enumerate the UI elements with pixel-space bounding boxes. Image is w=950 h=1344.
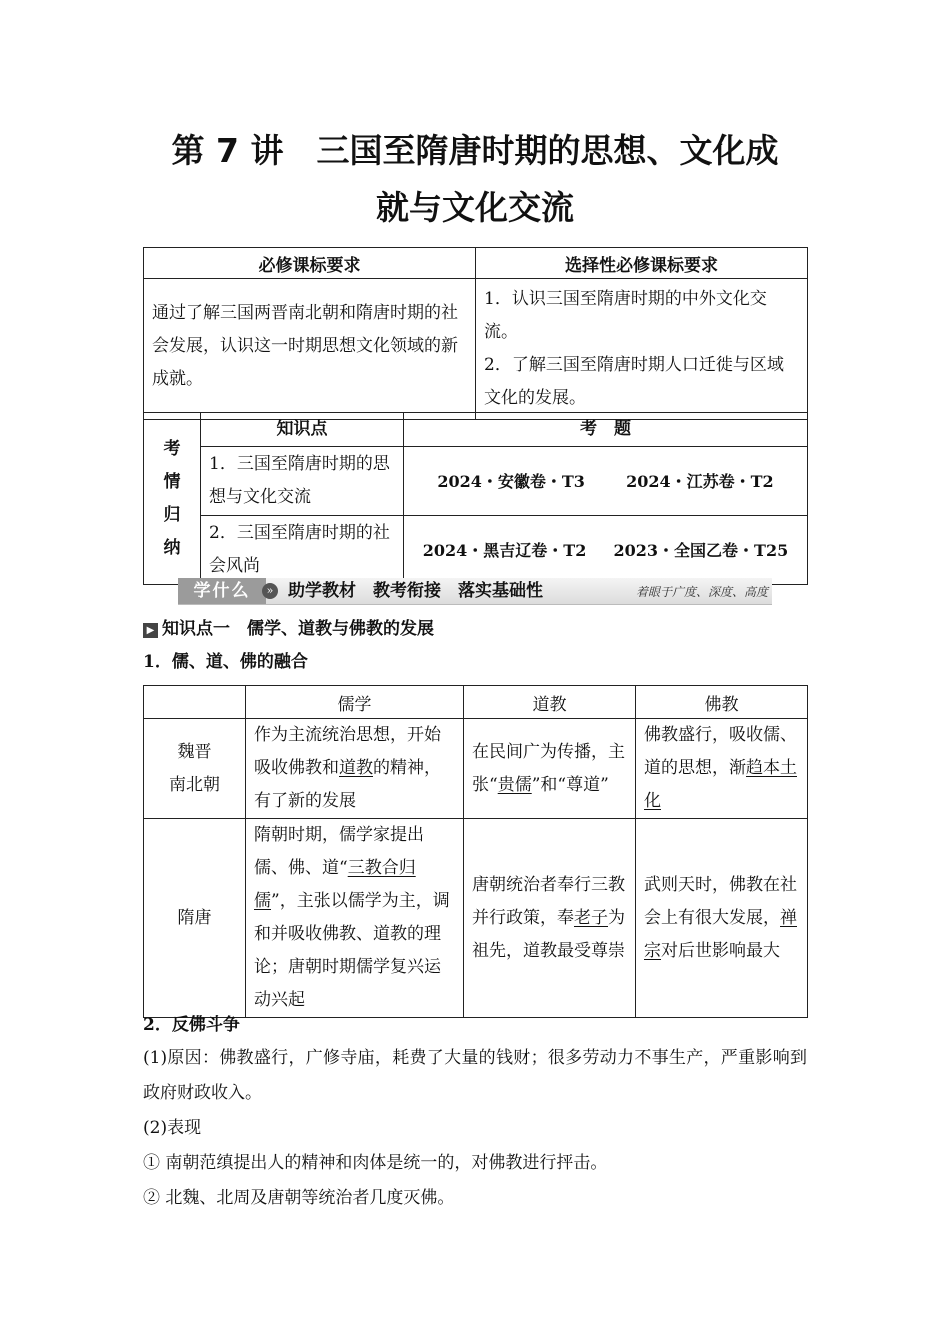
cell-text: ”，主张以儒学为主，调和并吸收佛教、道教的理论；唐朝时期儒学复兴运动兴起 xyxy=(254,891,450,1010)
exam-ref: 2024・黑吉辽卷・T2 xyxy=(422,540,587,560)
elective-item-2: 2．了解三国至隋唐时期人口迁徙与区域文化的发展。 xyxy=(484,355,784,408)
knowledge-point-header: 知识点 xyxy=(201,413,404,447)
underlined-term: 三教合归儒 xyxy=(254,858,416,911)
weijin-confucianism xyxy=(246,719,464,819)
row-label-line: 南北朝 xyxy=(169,774,220,795)
elective-text xyxy=(476,279,808,420)
manifest-item-2: ② 北魏、北周及唐朝等统治者几度灭佛。 xyxy=(143,1188,455,1208)
section-banner xyxy=(178,578,772,605)
side-char: 考 xyxy=(163,438,181,459)
manifest-label: (2)表现 xyxy=(143,1118,202,1138)
fusion-header-buddhism: 佛教 xyxy=(636,686,808,719)
row-label-weijin xyxy=(144,719,246,819)
exam-ref: 2024・江苏卷・T2 xyxy=(626,471,774,491)
weijin-taoism xyxy=(464,719,636,819)
underlined-term: 禅宗 xyxy=(644,907,797,961)
manifest-item-1: ① 南朝范缜提出人的精神和肉体是统一的，对佛教进行抨击。 xyxy=(143,1153,608,1173)
cell-text: 在民间广为传播，主张“ xyxy=(472,741,625,795)
knowledge-point-heading xyxy=(143,616,434,642)
knowledge-point-cell: 1．三国至隋唐时期的思想与文化交流 xyxy=(201,447,404,516)
knowledge-point-cell: 2．三国至隋唐时期的社会风尚 xyxy=(201,516,404,585)
cell-text: 佛教盛行，吸收儒、道的思想，渐 xyxy=(644,725,797,778)
row-label-line: 魏晋 xyxy=(177,741,212,762)
fusion-table xyxy=(143,685,808,1018)
section-heading-1: 1．儒、道、佛的融合 xyxy=(143,652,308,672)
underlined-term: 道教 xyxy=(339,758,373,778)
suitang-buddhism xyxy=(636,819,808,1018)
cell-text: 作为主流统治思想，开始吸收佛教和 xyxy=(254,725,441,778)
section-heading-2: 2．反佛斗争 xyxy=(143,1015,240,1035)
cell-text: 为祖先，道教最受尊崇 xyxy=(472,907,625,961)
banner-tag: 学什么 xyxy=(178,578,266,604)
underlined-term: 趋本土化 xyxy=(644,758,797,811)
knowledge-point-title: 知识点一 儒学、道教与佛教的发展 xyxy=(162,619,434,639)
cell-text: ”和“尊道” xyxy=(531,774,609,795)
cell-text: 对后世影响最大 xyxy=(661,940,780,961)
page-title xyxy=(140,122,810,236)
side-char: 归 xyxy=(163,504,181,525)
fusion-header-taoism: 道教 xyxy=(464,686,636,719)
cell-text: 隋朝时期，儒学家提出儒、佛、道“ xyxy=(254,825,424,878)
weijin-buddhism xyxy=(636,719,808,819)
banner-slogan: 着眼于广度、深度、高度 xyxy=(635,585,768,599)
row-label-suitang: 隋唐 xyxy=(144,819,246,1018)
exam-ref: 2024・安徽卷・T3 xyxy=(437,471,585,491)
exam-ref: 2023・全国乙卷・T25 xyxy=(613,540,789,560)
cell-text: 武则天时，佛教在社会上有很大发展， xyxy=(644,874,797,928)
exam-question-header: 考 题 xyxy=(404,413,808,447)
title-line-2: 就与文化交流 xyxy=(376,188,574,227)
suitang-confucianism xyxy=(246,819,464,1018)
exam-cell xyxy=(404,516,808,585)
side-char: 纳 xyxy=(163,537,181,558)
side-char: 情 xyxy=(163,471,181,492)
fusion-header-confucianism: 儒学 xyxy=(246,686,464,719)
cell-text: 的精神，有了新的发展 xyxy=(254,758,441,811)
title-line-1: 第 7 讲 三国至隋唐时期的思想、文化成 xyxy=(171,131,779,170)
exam-cell xyxy=(404,447,808,516)
required-header: 必修课标要求 xyxy=(144,248,476,279)
cell-text: 唐朝统治者奉行三教并行政策，奉 xyxy=(472,874,625,928)
exam-summary-table xyxy=(143,412,808,585)
play-triangle-icon: ▶ xyxy=(143,623,158,638)
banner-title: 助学教材 教考衔接 落实基础性 xyxy=(288,581,543,601)
underlined-term: 老子 xyxy=(574,907,608,928)
required-text-body: 通过了解三国两晋南北朝和隋唐时期的社会发展，认识这一时期思想文化领域的新成就。 xyxy=(152,303,458,389)
double-chevron-icon: » xyxy=(262,583,278,599)
underlined-term: 贵儒 xyxy=(497,774,532,795)
fusion-header-empty xyxy=(144,686,246,719)
curriculum-requirements-table xyxy=(143,247,808,420)
exam-summary-side-label xyxy=(144,413,201,585)
reason-paragraph: (1)原因：佛教盛行，广修寺庙，耗费了大量的钱财；很多劳动力不事生产，严重影响到政府财政收入。 xyxy=(143,1048,807,1103)
required-text xyxy=(144,279,476,420)
suitang-taoism xyxy=(464,819,636,1018)
elective-item-1: 1．认识三国至隋唐时期的中外文化交流。 xyxy=(484,289,767,342)
elective-header: 选择性必修课标要求 xyxy=(476,248,808,279)
